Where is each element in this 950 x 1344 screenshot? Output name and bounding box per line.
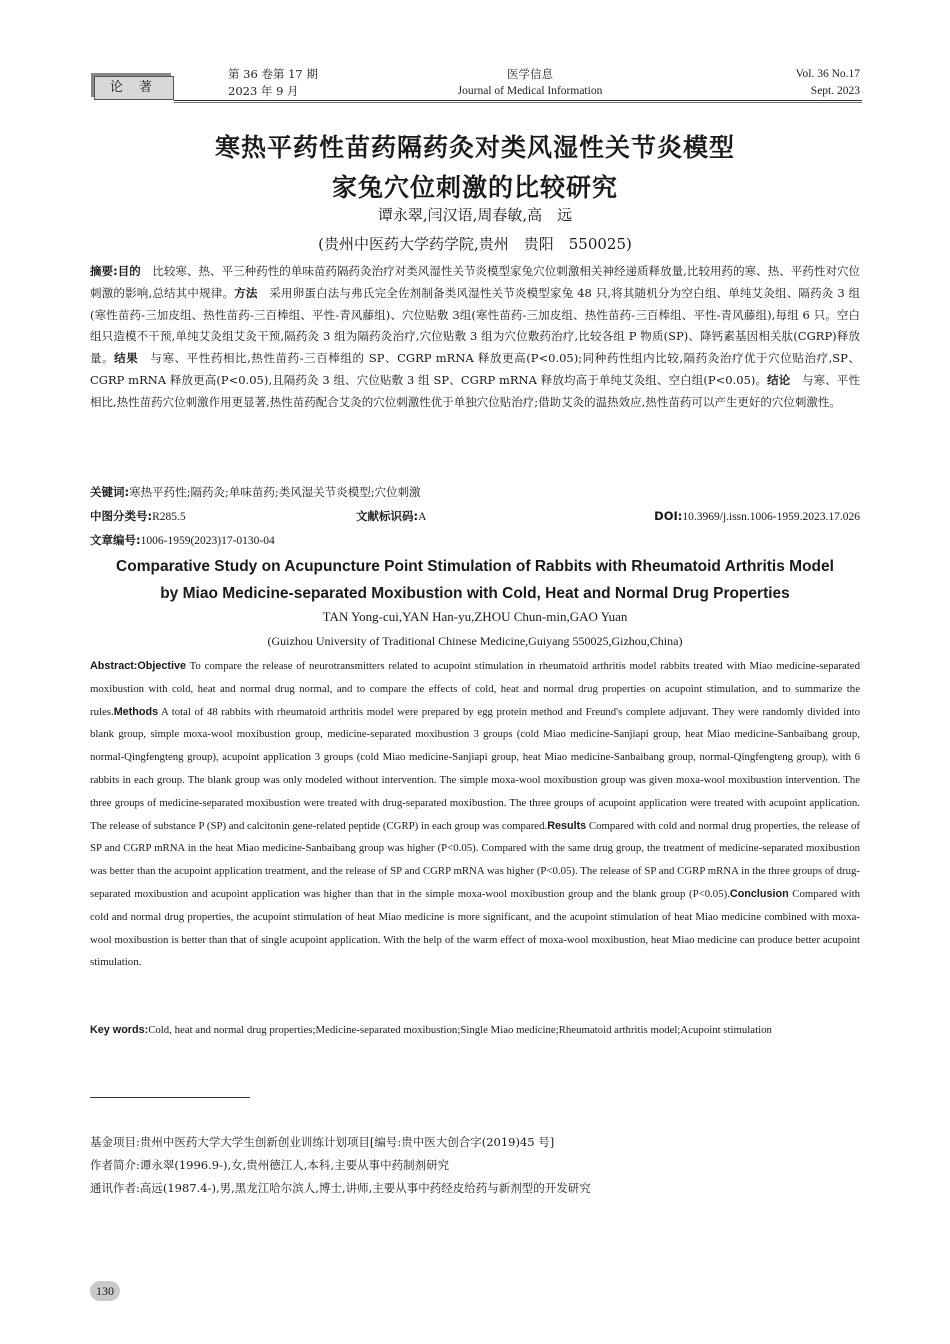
clc-line [90,506,186,527]
article-number-label: 文章编号: [90,533,141,547]
doc-code-value: A [418,511,427,523]
header-rule-thin [174,102,862,103]
footnote-author: 作者简介:谭永翠(1996.9-),女,贵州德江人,本科,主要从事中药制剂研究 [90,1158,450,1172]
title-cn-line1: 寒热平药性苗药隔药灸对类风湿性关节炎模型 [214,133,735,162]
methods-cn-text: 采用卵蛋白法与弗氏完全佐剂制备类风湿性关节炎模型家兔 48 只,将其随机分为空白组、单纯艾灸组、隔药灸 3 组(寒性苗药-三加皮组、热性苗药-三百棒组、平性-青风藤组)、穴位贴敷 3组(寒性苗药-三加皮组、热性苗药-三百棒组、平性-青风藤组),每组 6 只。空白组只造模不干预,单纯艾灸组艾灸干预,隔药灸 3 组为隔药灸治疗,穴位贴敷 3 组为穴位敷药治疗,比较各组 P 物质(SP)、降钙素基因相关肽(CGRP)释放量。 [90,285,861,366]
article-number-value: 1006-1959(2023)17-0130-04 [140,535,275,547]
results-cn-text: 与寒、平性药相比,热性苗药-三百棒组的 SP、CGRP mRNA 释放更高(P<0.05);同种药性组内比较,隔药灸治疗优于穴位贴治疗,SP、CGRP mRNA 释放更高(P<0.05),且隔药灸 3 组、穴位贴敷 3 组 SP、CGRP mRNA 释放均高于单纯艾灸组、空白组(P<0.05)。 [90,351,860,387]
page-number: 130 [90,1281,120,1301]
journal-name-cn: 医学信息 [507,67,553,81]
results-cn-label: 结果 [114,351,139,366]
objective-cn-text: 比较寒、热、平三种药性的单味苗药隔药灸治疗对类风湿性关节炎模型家兔穴位刺激相关神经递质释放量,比较用药的寒、热、平药性对穴位刺激的影响,总结其中规律。 [90,264,860,300]
authors-en: TAN Yong-cui,YAN Han-yu,ZHOU Chun-min,GAO Yuan [322,609,628,624]
affiliation-cn: (贵州中医药大学药学院,贵州 贵阳 550025) [318,235,632,253]
title-cn-line2: 家兔穴位刺激的比较研究 [331,173,618,202]
conclusion-en-text: Compared with cold and normal drug properties, the acupoint stimulation of heat Miao medicine is more significant, and the acupoint stimulation of heat Miao medicine combined with moxa-wool moxibustion is better than that of single acupoint application. With the help of the warm effect of moxa-wool moxibustion, heat Miao medicine can produce better acupoint stimulation. [90,887,860,969]
article-number-line [90,530,275,551]
doi-line [560,506,860,527]
header-volume-en [740,66,860,100]
header-rule [174,100,862,101]
abstract-cn [90,261,860,414]
title-en-line2: by Miao Medicine-separated Moxibustion with Cold, Heat and Normal Drug Properties [160,585,790,602]
clc-label: 中图分类号: [90,509,153,523]
doi-value: 10.3969/j.issn.1006-1959.2023.17.026 [682,511,860,523]
clc-value: R285.5 [152,511,186,523]
conclusion-en-label: Conclusion [729,887,789,900]
title-en-line1: Comparative Study on Acupuncture Point Stimulation of Rabbits with Rheumatoid Arthritis Model [116,558,834,575]
authors-cn: 谭永翠,闫汉语,周春敏,高 远 [377,206,573,224]
doc-code-line [356,506,426,527]
objective-cn-label: 目的 [117,264,141,278]
abstract-cn-label: 摘要: [90,264,118,278]
conclusion-cn-label: 结论 [767,372,791,387]
keywords-en [90,1019,860,1042]
abstract-en-label: Abstract: [90,660,138,672]
objective-en-label: Objective [137,660,187,672]
abstract-en [90,655,860,974]
footnote-correspondence: 通讯作者:高远(1987.4-),男,黑龙江哈尔滨人,博士,讲师,主要从事中药经皮给药与新剂型的开发研究 [90,1181,591,1195]
date-en-line: Sept. 2023 [810,85,860,97]
header-volume-cn [228,66,318,100]
header-date-line: 2023 年 9 月 [228,84,299,98]
keywords-en-text: Cold, heat and normal drug properties;Medicine-separated moxibustion;Single Miao medicine;Rheumatoid arthritis model;Acupoint stimulation [148,1024,772,1036]
results-en-label: Results [547,819,587,832]
doi-label: DOI: [654,509,683,523]
methods-en-label: Methods [113,705,159,718]
volume-en-line: Vol. 36 No.17 [795,68,860,80]
methods-cn-label: 方法 [234,285,258,300]
conclusion-cn-text: 与寒、平性相比,热性苗药穴位刺激作用更显著,热性苗药配合艾灸的穴位刺激性优于单独穴位贴治疗;借助艾灸的温热效应,热性苗药可以产生更好的穴位刺激性。 [90,372,861,409]
objective-en-text: To compare the release of neurotransmitters related to acupoint stimulation in rheumatoid arthritis model rabbits treated with Miao medicine-separated moxibustion with cold, heat and normal drug normal, and to compare the effects of cold, heat and normal drug properties on acupoint stimulation, and to summarize the rules. [90,660,860,718]
footnote-rule [90,1097,250,1098]
keywords-cn-label: 关键词: [90,485,130,499]
doc-code-label: 文献标识码: [356,509,419,523]
affiliation-en: (Guizhou University of Traditional Chinese Medicine,Guiyang 550025,Gizhou,China) [267,634,683,648]
section-tag: 论 著 [94,76,174,100]
keywords-en-label: Key words: [90,1024,149,1036]
results-en-text: Compared with cold and normal drug properties, the release of SP and CGRP mRNA in the heat Miao medicine-Sanbaibang group was higher (P<0.05). Compared with the same drug group, the treatment of medicine-separated moxibustion was better than the acupoint application treatment, and the release of SP and CGRP mRNA was higher (P<0.05). The release of SP and CGRP mRNA in the three groups of drug-separated moxibustion and acupoint application was higher than that in the simple moxa-wool moxibustion group and the blank group (P<0.05). [90,819,860,900]
keywords-cn-text: 寒热平药性;隔药灸;单味苗药;类风湿关节炎模型;穴位刺激 [129,485,421,499]
journal-name-en: Journal of Medical Information [457,85,603,97]
methods-en-text: A total of 48 rabbits with rheumatoid arthritis model were prepared by egg protein method and Freund's complete adjuvant. They were randomly divided into blank group, simple moxa-wool moxibustion group, medicine-separated moxibustion 3 groups (cold Miao medicine-Sanjiapi group, heat Miao medicine-Sanbaibang group, normal-Qingfengteng group), acupoint application 3 groups (cold Miao medicine-Sanjiapi group, heat Miao medicine-Sanbaibang group, normal-Qingfengteng group), with 6 rabbits in each group. The blank group was only modeled without intervention. The simple moxa-wool moxibustion group was given moxa-wool moxibustion intervention. The three groups of medicine-separated moxibustion were treated with drug-separated moxibustion. The three groups of acupoint application were treated with acupoint application. The release of substance P (SP) and calcitonin gene-related peptide (CGRP) in each group was compared. [90,705,860,832]
header-volume-line: 第 36 卷第 17 期 [228,67,318,81]
footnote-fund: 基金项目:贵州中医药大学大学生创新创业训练计划项目[编号:贵中医大创合字(2019)45 号] [90,1135,555,1149]
keywords-cn [90,482,860,502]
header-journal [430,66,630,100]
